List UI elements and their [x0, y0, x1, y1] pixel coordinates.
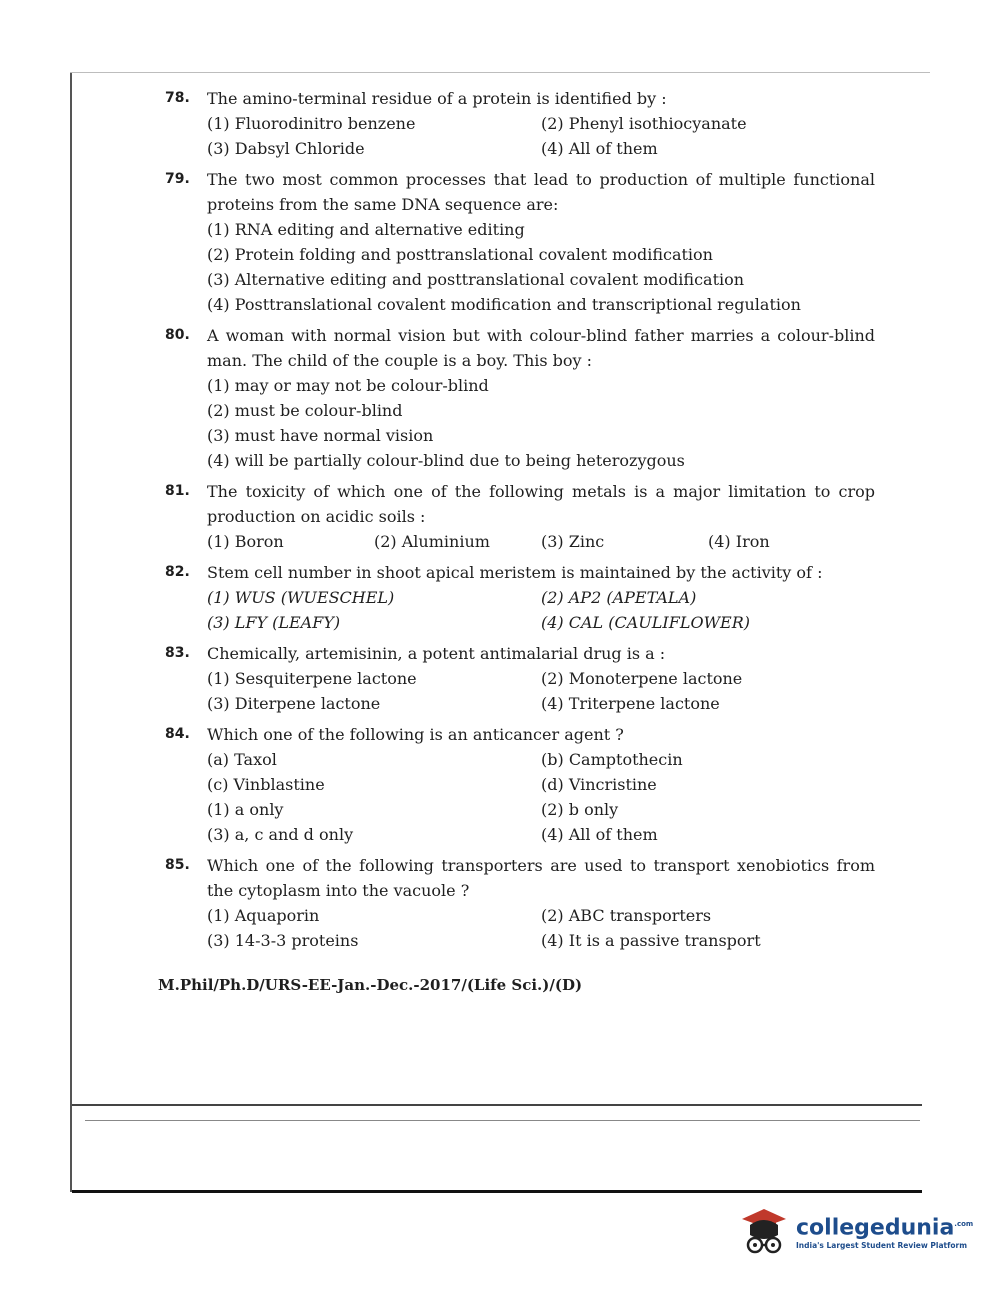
divider-line-thin [85, 1120, 920, 1121]
scan-border [70, 72, 930, 73]
option-group [207, 666, 875, 716]
answer-option: (2) Protein folding and posttranslational covalent modification [207, 245, 713, 264]
option-group [207, 747, 875, 847]
collegedunia-logo[interactable] [738, 1203, 974, 1258]
answer-option: (d) Vincristine [541, 775, 657, 794]
answer-option: (3) 14-3-3 proteins [207, 931, 359, 950]
question-text: Which one of the following is an anticancer agent ? [207, 725, 624, 744]
question-text: Which one of the following transporters are used to transport xenobiotics from the cytoplasm into the vacuole ? [207, 856, 875, 900]
answer-option: (2) ABC transporters [541, 906, 712, 925]
question-text: Chemically, artemisinin, a potent antimalarial drug is a : [207, 644, 666, 663]
answer-option: (4) Iron [708, 532, 770, 551]
question-number: 84. [165, 726, 190, 742]
answer-option: (1) RNA editing and alternative editing [207, 220, 525, 239]
answer-option: (1) a only [207, 800, 284, 819]
bottom-rule [72, 1190, 922, 1193]
question-number: 81. [165, 483, 190, 499]
option-group [207, 373, 875, 473]
answer-option: (1) Fluorodinitro benzene [207, 114, 416, 133]
question-80 [165, 323, 875, 473]
answer-option: (2) Aluminium [374, 532, 490, 551]
answer-option: (3) Alternative editing and posttranslational covalent modification [207, 270, 745, 289]
brand-name: collegedunia [796, 1215, 955, 1241]
brand-suffix: .com [954, 1219, 974, 1228]
answer-option: (4) All of them [541, 139, 658, 158]
option-group [207, 585, 875, 635]
question-number: 82. [165, 564, 190, 580]
question-78 [165, 86, 875, 161]
answer-option: (3) Zinc [541, 532, 605, 551]
answer-option: (2) Monoterpene lactone [541, 669, 743, 688]
answer-option: (4) All of them [541, 825, 658, 844]
answer-option: (4) Triterpene lactone [541, 694, 720, 713]
answer-option: (4) will be partially colour-blind due to being heterozygous [207, 451, 685, 470]
option-group [207, 111, 875, 161]
question-number: 85. [165, 857, 190, 873]
answer-option: (3) Dabsyl Chloride [207, 139, 365, 158]
option-group [207, 529, 875, 554]
question-text: A woman with normal vision but with colour-blind father marries a colour-blind man. The child of the couple is a boy. This boy : [207, 326, 875, 370]
page-edge [70, 72, 72, 1192]
question-number: 83. [165, 645, 190, 661]
question-text: The amino-terminal residue of a protein is identified by : [207, 89, 667, 108]
answer-option: (1) Boron [207, 532, 284, 551]
answer-option: (3) LFY (LEAFY) [207, 613, 341, 632]
question-list [165, 86, 875, 959]
question-number: 80. [165, 327, 190, 343]
answer-option: (4) CAL (CAULIFLOWER) [541, 613, 750, 632]
question-82 [165, 560, 875, 635]
question-number: 78. [165, 90, 190, 106]
question-number: 79. [165, 171, 190, 187]
answer-option: (4) Posttranslational covalent modification and transcriptional regulation [207, 295, 801, 314]
answer-option: (1) WUS (WUESCHEL) [207, 588, 395, 607]
answer-option: (2) must be colour-blind [207, 401, 403, 420]
answer-option: (c) Vinblastine [207, 775, 325, 794]
question-85 [165, 853, 875, 953]
option-group [207, 903, 875, 953]
answer-option: (b) Camptothecin [541, 750, 683, 769]
question-text: The two most common processes that lead to production of multiple functional proteins from the same DNA sequence are: [207, 170, 875, 214]
answer-option: (1) may or may not be colour-blind [207, 376, 489, 395]
question-79 [165, 167, 875, 317]
question-83 [165, 641, 875, 716]
question-text: The toxicity of which one of the following metals is a major limitation to crop production on acidic soils : [207, 482, 875, 526]
answer-option: (a) Taxol [207, 750, 277, 769]
answer-option: (4) It is a passive transport [541, 931, 761, 950]
answer-option: (2) Phenyl isothiocyanate [541, 114, 747, 133]
question-84 [165, 722, 875, 847]
graduate-mascot-icon [738, 1205, 790, 1257]
answer-option: (3) Diterpene lactone [207, 694, 381, 713]
brand-tagline: India's Largest Student Review Platform [796, 1241, 968, 1251]
paper-code-footer: M.Phil/Ph.D/URS-EE-Jan.-Dec.-2017/(Life Sci.)/(D) [158, 976, 583, 994]
option-group [207, 217, 875, 317]
answer-option: (1) Sesquiterpene lactone [207, 669, 417, 688]
answer-option: (3) a, c and d only [207, 825, 354, 844]
divider-line [72, 1104, 922, 1106]
question-81 [165, 479, 875, 554]
answer-option: (2) AP2 (APETALA) [541, 588, 697, 607]
answer-option: (3) must have normal vision [207, 426, 434, 445]
answer-option: (1) Aquaporin [207, 906, 320, 925]
answer-option: (2) b only [541, 800, 619, 819]
question-text: Stem cell number in shoot apical meristem is maintained by the activity of : [207, 563, 823, 582]
